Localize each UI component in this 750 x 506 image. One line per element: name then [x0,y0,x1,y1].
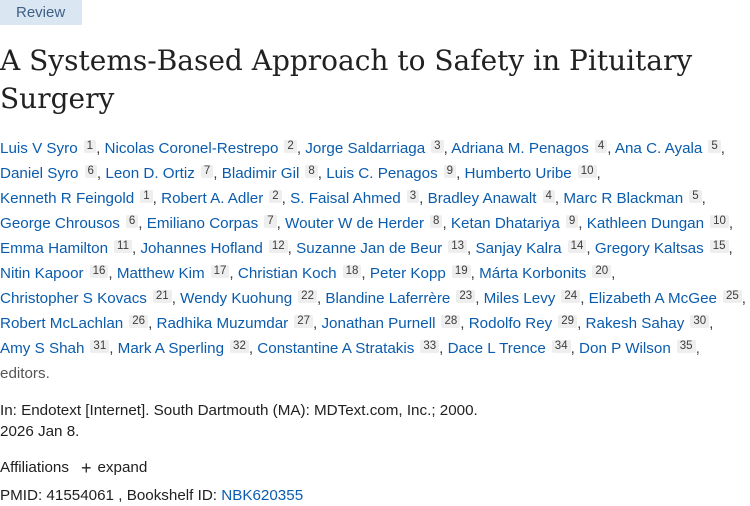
author-separator: , [580,290,589,307]
affiliation-number-badge[interactable]: 17 [211,265,230,278]
author-separator: , [741,290,746,307]
affiliation-number-badge[interactable]: 23 [456,290,475,303]
affiliation-number-badge[interactable]: 29 [558,315,577,328]
author-separator: , [554,190,564,207]
affiliation-number-badge[interactable]: 7 [264,215,276,228]
author-item [105,165,213,182]
author-item [118,340,249,357]
author-separator: , [152,190,162,207]
affiliation-number-badge[interactable]: 35 [677,340,696,353]
affiliation-number-badge[interactable]: 2 [284,140,296,153]
author-item [0,140,96,157]
author-link[interactable]: Jonathan Purnell [321,315,436,332]
author-item [0,340,109,357]
affiliation-number-badge[interactable]: 3 [431,140,443,153]
author-item [428,190,555,207]
author-separator: , [475,290,484,307]
publication-type-badge: Review [0,0,82,25]
author-link[interactable]: Ana C. Ayala [614,140,703,157]
author-item [147,215,277,232]
author-separator: , [701,190,706,207]
author-item [321,315,460,332]
affiliation-number-badge[interactable]: 30 [690,315,709,328]
affiliation-number-badge[interactable]: 6 [85,165,97,178]
author-separator: , [148,315,157,332]
author-separator: , [281,190,291,207]
author-item [586,315,710,332]
affiliation-number-badge[interactable]: 10 [710,215,729,228]
author-separator: , [138,215,147,232]
affiliation-number-badge[interactable]: 20 [592,265,611,278]
author-item [484,290,581,307]
affiliation-number-badge[interactable]: 2 [269,190,281,203]
author-item [589,290,742,307]
author-separator: , [570,340,580,357]
author-separator: , [577,315,586,332]
author-link[interactable]: Mark A Sperling [117,340,225,357]
affiliation-number-badge[interactable]: 1 [84,140,96,153]
affiliation-number-badge[interactable]: 24 [561,290,580,303]
author-link[interactable]: Humberto Uribe [464,165,572,182]
citation [0,400,740,442]
author-item [105,140,297,157]
separator: , [118,487,127,504]
author-item [285,215,442,232]
author-separator: , [317,165,327,182]
author-separator: , [313,315,322,332]
author-link[interactable]: Radhika Muzumdar [156,315,289,332]
author-item [563,190,701,207]
author-link[interactable]: Christopher S Kovacs [0,290,147,307]
author-separator: , [108,265,117,282]
affiliation-number-badge[interactable]: 8 [305,165,317,178]
pmid-value: 41554061 [46,487,114,504]
author-link[interactable]: Adriana M. Penagos [451,140,589,157]
author-link[interactable]: George Chrousos [0,215,120,232]
affiliation-number-badge[interactable]: 9 [444,165,456,178]
expand-label: expand [97,459,148,476]
affiliation-number-badge[interactable]: 27 [294,315,313,328]
author-link[interactable]: Robert A. Adler [161,190,264,207]
author-link[interactable]: Johannes Hofland [140,240,263,257]
author-separator: , [611,265,616,282]
affiliation-number-badge[interactable]: 33 [420,340,439,353]
author-separator: , [467,240,476,257]
affiliation-number-badge[interactable]: 11 [114,240,132,253]
author-separator: , [586,240,595,257]
author-separator: , [460,315,469,332]
author-link[interactable]: Wendy Kuohung [180,290,293,307]
pmid-label: PMID: [0,487,47,504]
author-link[interactable]: Wouter W de Herder [285,215,425,232]
author-item [0,265,108,282]
affiliation-number-badge[interactable]: 12 [269,240,288,253]
author-link[interactable]: Nitin Kapoor [0,265,84,282]
affiliation-number-badge[interactable]: 18 [343,265,362,278]
author-item [579,340,696,357]
affiliation-number-badge[interactable]: 22 [298,290,317,303]
author-link[interactable]: Kathleen Dungan [586,215,705,232]
author-separator: , [316,290,326,307]
author-link[interactable]: Bradley Anawalt [427,190,537,207]
author-link[interactable]: Dace L Trence [447,340,546,357]
author-separator: , [296,140,306,157]
author-link[interactable]: Amy S Shah [0,340,85,357]
author-separator: , [443,140,452,157]
author-item [296,240,467,257]
author-item [0,240,132,257]
author-separator: , [596,165,601,182]
author-link[interactable]: Daniel Syro [0,165,79,182]
author-link[interactable]: Miles Levy [483,290,556,307]
author-separator: , [213,165,222,182]
author-item [0,215,138,232]
author-link[interactable]: Luis V Syro [0,140,78,157]
author-item [451,140,607,157]
author-item [595,240,729,257]
author-item [451,215,578,232]
author-link[interactable]: Don P Wilson [579,340,671,357]
editors-suffix: , editors. [0,340,700,382]
author-item [479,265,611,282]
author-separator: , [287,240,297,257]
author-link[interactable]: Elizabeth A McGee [588,290,717,307]
affiliation-number-badge[interactable]: 26 [129,315,148,328]
article-title: A Systems-Based Approach to Safety in Pituitary Surgery [0,44,693,115]
author-item [370,265,471,282]
author-separator: , [276,215,286,232]
author-separator: , [728,215,734,232]
author-item [222,165,318,182]
affiliation-number-badge[interactable]: 14 [568,240,587,253]
affiliation-number-badge[interactable]: 3 [407,190,419,203]
author-item [0,165,97,182]
affiliation-number-badge[interactable]: 4 [595,140,607,153]
identifiers-row [0,486,303,506]
author-link[interactable]: Christian Koch [237,265,337,282]
author-item [0,290,172,307]
author-separator: , [470,265,480,282]
author-list [0,136,748,386]
author-item [305,140,443,157]
author-item [140,240,287,257]
author-link[interactable]: Constantine A Stratakis [257,340,415,357]
author-link[interactable]: Kenneth R Feingold [0,190,135,207]
author-link[interactable]: Emma Hamilton [0,240,109,257]
author-link[interactable]: Jorge Saldarriaga [305,140,426,157]
author-separator: , [109,340,118,357]
author-link[interactable]: Nicolas Coronel-Restrepo [104,140,279,157]
author-item [469,315,577,332]
author-item [157,315,313,332]
affiliation-number-badge[interactable]: 10 [578,165,597,178]
author-item [238,265,362,282]
author-separator: , [578,215,587,232]
author-separator: , [709,315,714,332]
author-separator: , [728,240,733,257]
affiliation-number-badge[interactable]: 9 [566,215,578,228]
author-item [465,165,597,182]
affiliation-number-badge[interactable]: 8 [430,215,442,228]
author-link[interactable]: Blandine Laferrère [325,290,451,307]
affiliation-number-badge[interactable]: 6 [126,215,138,228]
author-separator: , [361,265,370,282]
author-link[interactable]: Rakesh Sahay [585,315,685,332]
author-separator: , [131,240,141,257]
author-separator: , [442,215,451,232]
author-item [615,140,721,157]
author-item [326,165,456,182]
author-link[interactable]: Matthew Kim [116,265,205,282]
author-item [257,340,439,357]
affiliation-number-badge[interactable]: 15 [710,240,729,253]
author-link[interactable]: Márta Korbonits [479,265,587,282]
author-link[interactable]: Rodolfo Rey [468,315,553,332]
author-item [161,190,282,207]
affiliation-number-badge[interactable]: 13 [448,240,467,253]
author-link[interactable]: Suzanne Jan de Beur [296,240,443,257]
author-item [117,265,230,282]
affiliations-expand-button[interactable] [81,458,147,478]
author-separator: , [96,140,105,157]
author-link[interactable]: Sanjay Kalra [475,240,562,257]
author-link[interactable]: Robert McLachlan [0,315,124,332]
affiliation-number-badge[interactable]: 5 [708,140,720,153]
author-separator: , [96,165,106,182]
affiliation-number-badge[interactable]: 21 [153,290,172,303]
author-separator: , [248,340,258,357]
affiliation-number-badge[interactable]: 25 [723,290,742,303]
author-item [0,190,153,207]
author-item [0,315,148,332]
affiliation-number-badge[interactable]: 1 [140,190,152,203]
author-item [325,290,475,307]
bookshelf-id-link[interactable]: NBK620355 [221,487,304,504]
author-item [180,290,317,307]
affiliations-label: Affiliations [0,459,69,476]
author-separator: , [439,340,448,357]
affiliation-number-badge[interactable]: 4 [543,190,555,203]
author-link[interactable]: Bladimir Gil [221,165,300,182]
author-item [587,215,729,232]
affiliations-row [0,458,147,478]
author-separator: , [171,290,181,307]
affiliation-number-badge[interactable]: 5 [689,190,701,203]
citation-date: 2026 Jan 8. [0,423,80,440]
author-separator: , [456,165,465,182]
author-link[interactable]: Emiliano Corpas [146,215,259,232]
author-link[interactable]: S. Faisal Ahmed [290,190,401,207]
author-separator: , [607,140,615,157]
affiliation-number-badge[interactable]: 7 [201,165,213,178]
author-link[interactable]: Ketan Dhatariya [450,215,560,232]
author-link[interactable]: Luis C. Penagos [326,165,438,182]
affiliation-number-badge[interactable]: 32 [230,340,249,353]
author-link[interactable]: Gregory Kaltsas [594,240,704,257]
author-link[interactable]: Leon D. Ortiz [105,165,195,182]
bookshelf-label: Bookshelf ID: [126,487,222,504]
author-separator: , [419,190,428,207]
affiliation-number-badge[interactable]: 34 [552,340,571,353]
affiliation-number-badge[interactable]: 16 [90,265,109,278]
affiliation-number-badge[interactable]: 19 [452,265,471,278]
affiliation-number-badge[interactable]: 31 [90,340,109,353]
author-separator: , [229,265,238,282]
author-link[interactable]: Peter Kopp [369,265,446,282]
author-item [448,340,571,357]
citation-source: In: Endotext [Internet]. South Dartmouth (MA): MDText.com, Inc.; 2000. [0,402,478,419]
affiliation-number-badge[interactable]: 28 [441,315,460,328]
author-item [290,190,419,207]
author-separator: , [720,140,725,157]
author-link[interactable]: Marc R Blackman [563,190,684,207]
plus-icon: + [80,458,92,478]
author-item [475,240,586,257]
